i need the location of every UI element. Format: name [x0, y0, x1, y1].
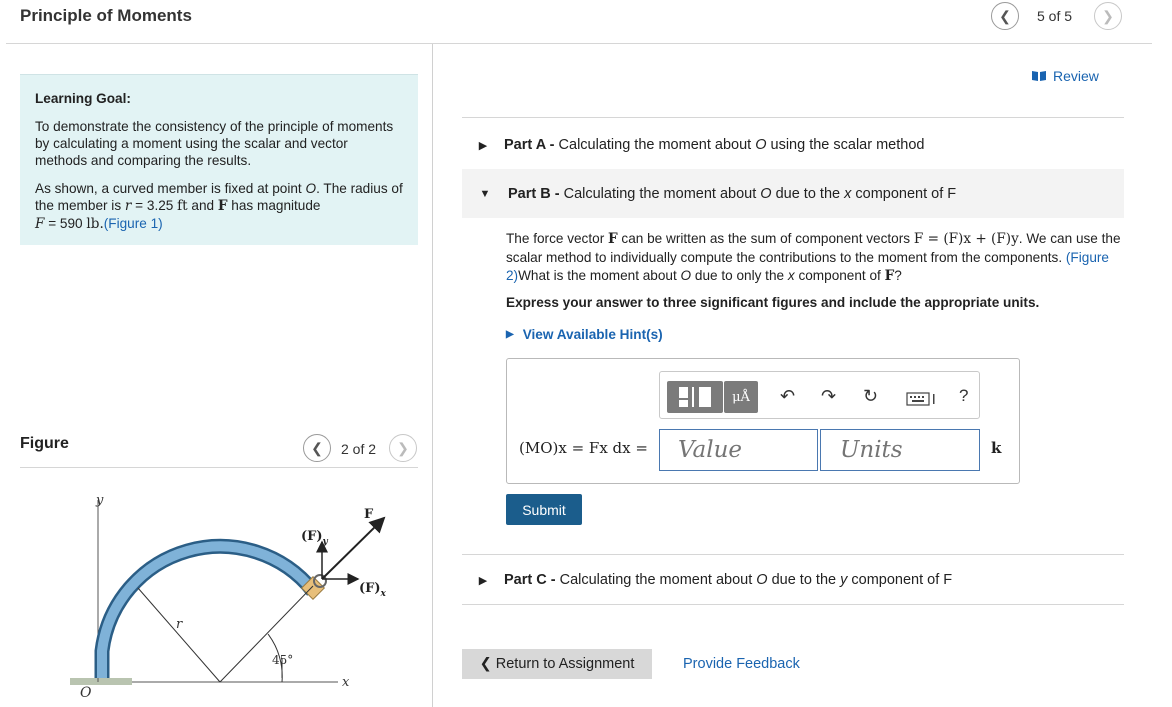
chevron-left-icon: ❮	[479, 656, 492, 672]
units-input[interactable]	[820, 429, 980, 471]
keyboard-icon[interactable]	[906, 388, 936, 412]
figure-1-link[interactable]: (Figure 1)	[103, 216, 163, 231]
chevron-right-icon: ❯	[1102, 7, 1114, 24]
top-bar	[0, 0, 1172, 44]
figure-pager: 2 of 2	[341, 441, 377, 457]
radius-label: r	[176, 617, 183, 632]
divider	[462, 604, 1124, 605]
radius-value: = 3.25	[131, 198, 178, 213]
x-axis-label: x	[342, 675, 350, 690]
desc-text: has magnitude	[227, 198, 321, 213]
caret-right-icon: ▶	[506, 329, 514, 340]
problem-description	[35, 180, 403, 233]
return-label: Return to Assignment	[495, 656, 635, 672]
templates-icon	[667, 381, 723, 413]
templates-button[interactable]	[667, 381, 723, 413]
learning-goal-heading: Learning Goal:	[35, 91, 131, 106]
part-b-title: Part B - Calculating the moment about O due to the x component of F	[508, 185, 957, 202]
figure-prev-button[interactable]	[303, 434, 331, 462]
desc-text: . The radius of the member is	[35, 181, 403, 213]
force-magnitude-symbol: F	[35, 216, 45, 232]
force-unit: lb.	[86, 216, 104, 232]
desc-text: and	[187, 198, 218, 213]
answer-instructions: Express your answer to three significant figures and include the appropriate units.	[506, 295, 1040, 310]
angle-label: 45°	[272, 653, 294, 667]
part-c-title: Part C - Calculating the moment about O due to the y component of F	[504, 572, 953, 588]
point-label: O	[305, 181, 317, 196]
item-pager: 5 of 5	[1037, 8, 1073, 24]
fx-label: $(F)_x$	[359, 581, 386, 599]
value-input[interactable]	[659, 429, 818, 471]
reset-icon[interactable]: ↻	[863, 386, 879, 406]
answer-entry-box	[506, 358, 1020, 484]
return-to-assignment-button[interactable]	[462, 649, 652, 679]
origin-label: O	[80, 685, 92, 701]
divider	[462, 117, 1124, 118]
figure-2-link[interactable]: (Figure 2)	[506, 249, 1109, 283]
learning-goal-panel	[20, 74, 418, 245]
divider	[20, 467, 418, 468]
part-b-question: The force vector F can be written as the sum of component vectors F = (F)x + (F)y. We can use the scalar method to individually compute the contributions to the moment from the components. (Figure 2)What is the moment about O due to only the x component of F?	[506, 231, 1121, 284]
part-c-header[interactable]	[462, 568, 1124, 592]
caret-right-icon: ▶	[478, 139, 488, 152]
learning-goal-text: To demonstrate the consistency of the principle of moments by calculating a moment using the scalar and vector methods and comparing the results.	[35, 119, 394, 168]
force-label: F	[364, 507, 374, 522]
undo-icon[interactable]: ↶	[780, 386, 796, 406]
chevron-left-icon: ❮	[999, 7, 1011, 24]
radius-line	[138, 588, 220, 682]
view-hints-label: View Available Hint(s)	[522, 327, 663, 342]
radius-unit: ft	[177, 198, 188, 214]
units-button[interactable]: μÅ	[724, 381, 758, 413]
ground-support	[70, 678, 132, 685]
divider	[6, 43, 1152, 44]
force-arrow	[322, 518, 384, 579]
book-icon	[1031, 70, 1047, 82]
force-value: = 590	[44, 216, 87, 231]
provide-feedback-link[interactable]: Provide Feedback	[683, 656, 800, 672]
fy-label: $(F)_y$	[301, 529, 328, 547]
force-symbol: F	[217, 198, 228, 214]
part-a-title: Part A - Calculating the moment about O using the scalar method	[504, 137, 925, 153]
view-hints-toggle[interactable]	[506, 327, 663, 342]
next-item-button[interactable]	[1094, 2, 1122, 30]
radius-line-2	[220, 586, 313, 682]
redo-icon[interactable]: ↷	[821, 386, 837, 406]
page-title: Principle of Moments	[20, 6, 192, 25]
divider	[462, 554, 1124, 555]
math-toolbar	[659, 371, 980, 419]
part-a-header[interactable]	[462, 133, 1124, 157]
y-axis-label: y	[96, 493, 104, 508]
part-b-header[interactable]	[462, 169, 1124, 218]
caret-down-icon: ▼	[479, 187, 491, 200]
caret-right-icon: ▶	[478, 574, 488, 587]
curved-member-figure	[20, 478, 420, 707]
chevron-right-icon: ❯	[397, 439, 409, 456]
review-link[interactable]	[1031, 68, 1099, 84]
desc-text: As shown, a curved member is fixed at point	[35, 181, 306, 196]
chevron-left-icon: ❮	[311, 439, 323, 456]
figure-next-button[interactable]	[389, 434, 417, 462]
radius-symbol: r	[124, 198, 132, 214]
submit-button[interactable]: Submit	[506, 494, 582, 525]
answer-equation-label: (MO)x = Fx dx =	[519, 439, 648, 457]
column-divider	[432, 44, 433, 707]
review-label: Review	[1053, 68, 1099, 84]
units-suffix: k	[991, 439, 1002, 457]
figure-heading: Figure	[20, 435, 69, 452]
help-button[interactable]: ?	[959, 386, 969, 405]
prev-item-button[interactable]	[991, 2, 1019, 30]
